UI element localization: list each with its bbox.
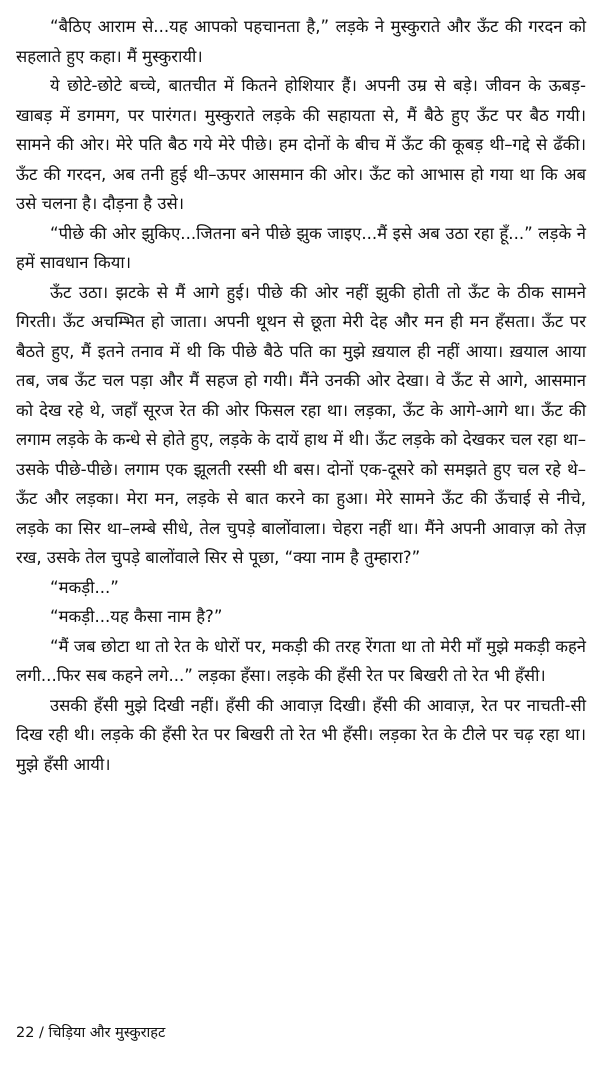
page-text [16,12,586,779]
paragraph: “मकड़ी...” [50,577,119,597]
paragraph: ये छोटे-छोटे बच्चे, बातचीत में कितने होशियार हैं। अपनी उम्र से बड़े। जीवन के ऊबड़-खाबड़ में डगमग, पर पारंगत। मुस्कुराते लड़के की सहायता से, मैं बैठे हुए ऊँट पर बैठ गयी। सामने की ओर। मेरे पति बैठ गये मेरे पीछे। हम दोनों के बीच में ऊँट की कूबड़ थी–गद्दे से ढँकी। ऊँट की गरदन, अब तनी हुई थी–ऊपर आसमान की ओर। ऊँट को आभास हो गया था कि अब उसे चलना है। दौड़ना है उसे। [16,76,586,213]
paragraph: “मकड़ी...यह कैसा नाम है?” [50,607,223,626]
paragraph: ऊँट उठा। झटके से मैं आगे हुई। पीछे की ओर नहीं झुकी होती तो ऊँट के ठीक सामने गिरती। ऊँट अचम्भित हो जाता। अपनी थूथन से छूता मेरी देह और मन ही मन हँसता। ऊँट पर बैठते हुए, मैं इतने तनाव में थी कि पीछे बैठे पति का मुझे ख़याल ही नहीं आया। ख़याल आया तब, जब ऊँट चल पड़ा और मैं सहज हो गयी। मैंने उनकी ओर देखा। वे ऊँट से आगे, आसमान को देख रहे थे, जहाँ सूरज रेत की ओर फिसल रहा था। लड़का, ऊँट के आगे-आगे था। ऊँट की लगाम लड़के के कन्धे से होते हुए, लड़के के दायें हाथ में थी। ऊँट लड़के को देखकर चल रहा था–उसके पीछे-पीछे। लगाम एक झूलती रस्सी थी बस। दोनों एक-दूसरे को समझते हुए चल रहे थे–ऊँट और लड़का। मेरा मन, लड़के से बात करने का हुआ। मेरे सामने ऊँट की ऊँचाई से नीचे, लड़के का सिर था–लम्बे सीधे, तेल चुपड़े बालोंवाला। चेहरा नहीं था। मैंने अपनी आवाज़ को तेज़ रख, उसके तेल चुपड़े बालोंवाले सिर से पूछा, “क्या नाम है तुम्हारा?” [16,282,586,567]
page-footer: 22 / चिड़िया और मुस्कुराहट [16,1025,166,1041]
paragraph: “मैं जब छोटा था तो रेत के धोरों पर, मकड़ी की तरह रेंगता था तो मेरी माँ मुझे मकड़ी कहने लगी...फिर सब कहने लगे...” लड़का हँसा। लड़के की हँसी रेत पर बिखरी तो रेत भी हँसी। [16,636,586,685]
paragraph: उसकी हँसी मुझे दिखी नहीं। हँसी की आवाज़ दिखी। हँसी की आवाज़, रेत पर नाचती-सी दिख रही थी। लड़के की हँसी रेत पर बिखरी तो रेत भी हँसी। लड़का रेत के टीले पर चढ़ रहा था। मुझे हँसी आयी। [16,695,586,774]
paragraph: “पीछे की ओर झुकिए...जितना बने पीछे झुक जाइए...मैं इसे अब उठा रहा हूँ...” लड़के ने हमें सावधान किया। [16,223,586,272]
paragraph: “बैठिए आराम से...यह आपको पहचानता है,” लड़के ने मुस्कुराते और ऊँट की गरदन को सहलाते हुए कहा। मैं मुस्कुरायी। [16,17,586,66]
